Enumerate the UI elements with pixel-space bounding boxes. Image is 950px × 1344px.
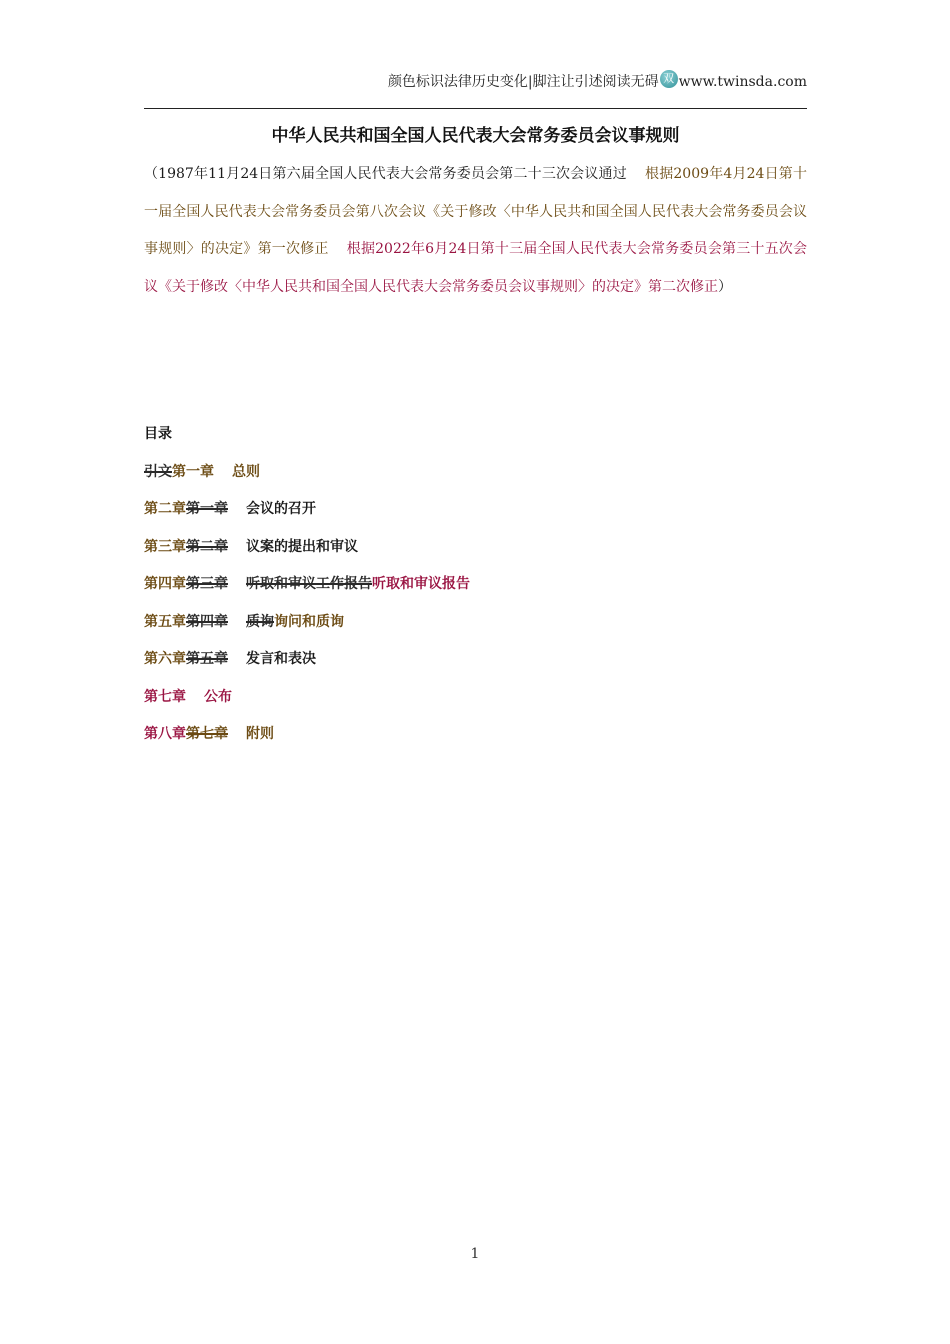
toc-item-chapter-3[interactable] [144, 533, 807, 571]
document-preface [144, 156, 807, 306]
toc-chapter-number: 第三章 [144, 538, 186, 555]
toc-deleted-label: 引文 [144, 463, 172, 480]
toc-deleted-title: 听取和审议工作报告 [246, 576, 372, 592]
preface-amendment-2022: 根据2022年6月24日第十三届全国人民代表大会常务委员会第三十五次会议《关于修改〈中华人民共和国全国人民代表大会常务委员会议事规则〉的决定》第二次修正 [144, 241, 807, 295]
header-url[interactable]: www.twinsda.com [678, 74, 807, 90]
toc-chapter-number: 第四章 [144, 576, 186, 592]
toc-chapter-number: 第六章 [144, 651, 186, 667]
toc-chapter-title: 附则 [246, 726, 274, 742]
toc-chapter-title: 会议的召开 [246, 501, 316, 517]
toc-item-chapter-1[interactable] [144, 458, 807, 496]
toc-deleted-number: 第一章 [186, 501, 228, 517]
page-number: 1 [470, 1246, 480, 1262]
page-header [144, 68, 807, 96]
toc-chapter-number: 第一章 [172, 463, 214, 480]
toc-chapter-title: 发言和表决 [246, 651, 316, 667]
toc-item-chapter-2[interactable] [144, 495, 807, 533]
toc-deleted-number: 第五章 [186, 651, 228, 667]
toc-item-chapter-7[interactable] [144, 683, 807, 721]
preface-close: ） [718, 278, 732, 295]
toc-chapter-number: 第八章 [144, 726, 186, 742]
toc-chapter-title: 询问和质询 [274, 613, 344, 630]
preface-amendment-2009: 根据2009年4月24日第十一届全国人民代表大会常务委员会第八次会议《关于修改〈中华人民共和国全国人民代表大会常务委员会议事规则〉的决定》第一次修正 [144, 166, 807, 257]
header-divider [144, 108, 807, 109]
toc-chapter-title: 总则 [232, 463, 260, 480]
toc-deleted-number: 第三章 [186, 576, 228, 592]
toc-deleted-number: 第二章 [186, 538, 228, 555]
toc-chapter-number: 第五章 [144, 613, 186, 630]
table-of-contents [144, 420, 807, 758]
toc-item-chapter-5[interactable] [144, 608, 807, 646]
toc-deleted-number: 第七章 [186, 726, 228, 742]
toc-item-chapter-4[interactable] [144, 570, 807, 608]
toc-chapter-number: 第七章 [144, 688, 186, 705]
toc-heading: 目录 [144, 426, 172, 442]
toc-item-chapter-6[interactable] [144, 645, 807, 683]
toc-deleted-number: 第四章 [186, 613, 228, 630]
toc-chapter-title: 议案的提出和审议 [246, 538, 358, 555]
toc-chapter-title: 听取和审议报告 [372, 576, 470, 592]
toc-deleted-title: 质询 [246, 613, 274, 630]
document-title: 中华人民共和国全国人民代表大会常务委员会议事规则 [271, 126, 680, 146]
toc-chapter-title: 公布 [204, 688, 232, 705]
twinsda-logo-icon: 双 [660, 70, 678, 88]
toc-item-chapter-8[interactable] [144, 720, 807, 758]
header-slogan: 颜色标识法律历史变化|脚注让引述阅读无碍 [387, 74, 659, 90]
toc-chapter-number: 第二章 [144, 501, 186, 517]
preface-adoption: （1987年11月24日第六届全国人民代表大会常务委员会第二十三次会议通过 [144, 166, 627, 182]
